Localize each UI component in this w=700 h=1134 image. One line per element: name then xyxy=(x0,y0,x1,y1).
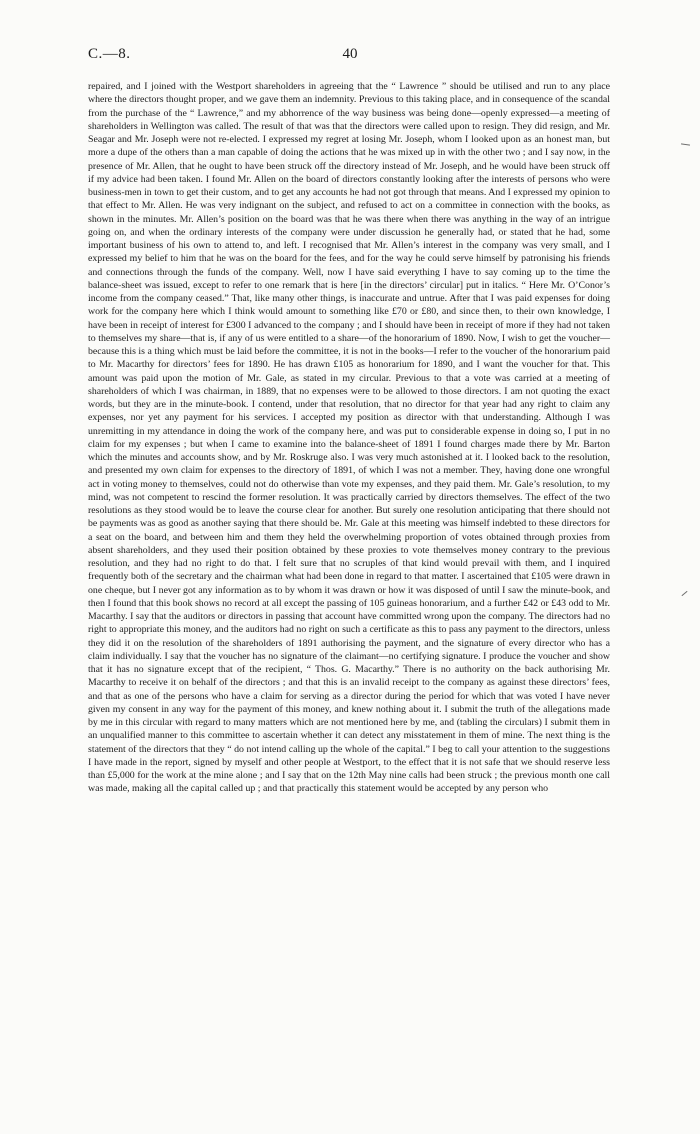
page-number: 40 xyxy=(342,46,358,62)
margin-mark xyxy=(681,591,687,596)
section-code: C.—8. xyxy=(88,46,131,62)
page-header xyxy=(88,46,612,66)
body-paragraph: repaired, and I joined with the Westport shareholders in agreeing that the “ Lawrence ” should be utilised and run to any place where the directors thought proper, and we gave them an indemnity. Previous to this taking place, and in consequence of the scandal from the purchase of the “ Lawrence,” and my abhorrence of the way business was being done—openly expressed—a meeting of shareholders in Wellington was called. The result of that was that the directors were called upon to resign. They did resign, and Mr. Seagar and Mr. Joseph were not re-elected. I expressed my regret at losing Mr. Joseph, whom I looked upon as an honest man, but more a dupe of the others than a man capable of doing the actions that he was mixed up in with the other two ; and I say now, in the presence of Mr. Allen, that he ought to have been struck off the directory instead of Mr. Joseph, and he would have been struck off if my advice had been taken. I found Mr. Allen on the board of directors constantly looking after the interests of persons who were business-men in town to get their custom, and to get any accounts he had not got through that means. And I expressed my opinion to that effect to Mr. Allen. He was very indignant on the subject, and refused to act on a committee in connection with the books, as shown in the minutes. Mr. Allen’s position on the board was that he was there when there was anything in the way of an intrigue going on, and when the ordinary interests of the company were under discussion he generally had, or stated that he had, some important business of his own to attend to, and left. I recognised that Mr. Allen’s interest in the company was very small, and I expressed my belief to him that he was on the board for the fees, and for the way he could serve himself by patronising his friends and connections through the funds of the company. Well, now I have said everything I have to say coming up to the time the balance-sheet was issued, except to refer to one remark that is here [in the directors’ circular] put in italics. “ Here Mr. O’Conor’s income from the company ceased.” That, like many other things, is inaccurate and untrue. After that I was paid expenses for doing work for the company here which I think would amount to something like £70 or £80, and since then, to their own knowledge, I have been in receipt of interest for £300 I advanced to the company ; and I should have been in receipt of more if they had not taken to themselves my share—that is, if any of us were entitled to a share—of the honorarium of 1890. Now, I wish to get the voucher—because this is a thing which must be laid before the committee, it is not in the books—I refer to the voucher of the honorarium paid to Mr. Macarthy for directors’ fees for 1890. He has drawn £105 as honorarium for 1890, and I want the voucher for that. This amount was paid upon the motion of Mr. Gale, as stated in my circular. Previous to that a vote was carried at a meeting of shareholders of which I was chairman, in 1889, that no expenses were to be allowed to those directors. I am not quoting the exact words, but they are in the minute-book. I contend, under that resolution, that no director for that year had any right to claim any expenses, nor yet any payment for his services. I accepted my position as director with that understanding. Although I was unremitting in my attendance in doing the work of the company here, and was put to considerable expense in doing so, I put in no claim for my expenses ; but when I came to examine into the balance-sheet of 1891 I found charges made there by Mr. Barton which the minutes and accounts show, and by Mr. Roskruge also. I was very much astonished at it. I looked back to the resolution, and presented my own claim for expenses to the directory of 1891, of which I was not a member. They, having done one wrongful act in voting money to themselves, could not do otherwise than vote my expenses, and they paid them. Mr. Gale’s resolution, to my mind, was not competent to rescind the former resolution. It was practically carried by directors themselves. The effect of the two resolutions as they stood would be to leave the course clear for another. But surely one resolution anticipating that there should not be payments was as good as another saying that there should be. Mr. Gale at this meeting was himself indebted to these directors for a seat on the board, and between him and them they held the overwhelming proportion of votes obtained through proxies from absent shareholders, and they used their position obtained by these proxies to vote themselves money contrary to the previous resolution, and they had no right to do that. I felt sure that no scruples of that kind would prevail with them, and I inquired frequently both of the secretary and the chairman what had been done in regard to that matter. I ascertained that £105 were drawn in one cheque, but I never got any information as to by whom it was drawn or how it was disposed of until I saw the minute-book, and then I found that this book shows no record at all except the passing of 105 guineas honorarium, and a further £42 or £43 odd to Mr. Macarthy. I say that the auditors or directors in passing that account have committed wrong upon the company. The directors had no right to appropriate this money, and the auditors had no right on such a certificate as this to pass any payment to the directors, unless they did it on the resolution of the shareholders of 1891 authorising the payment, and the signature of every director who has a claim individually. I say that the voucher has no signature of the claimant—no certifying signature. I produce the voucher and show that it has no signature except that of the recipient, “ Thos. G. Macarthy.” There is no authority on the back authorising Mr. Macarthy to receive it on behalf of the directors ; and that this is an invalid receipt to the company as against these directors’ fees, and that as one of the persons who have a claim for serving as a director during the period for which that was voted I have never given my consent in any way for the payment of this money, and knew nothing about it. I submit the truth of the allegations made by me in this circular with regard to many matters which are not mentioned here by me, and (tabling the circulars) I submit them in an unqualified manner to this committee to ascertain whether it can detect any misstatement in them of mine. The next thing is the statement of the directors that they “ do not intend calling up the whole of the capital.” I beg to call your attention to the suggestions I have made in the report, signed by myself and other people at Westport, to the effect that it is not safe that we should reserve less than £5,000 for the work at the mine alone ; and I say that on the 12th May nine calls had been struck ; the previous month one call was made, making all the capital called up ; and that practically this statement would be accepted by any person who xyxy=(88,81,610,795)
margin-mark xyxy=(681,143,690,145)
body-text xyxy=(88,80,610,796)
